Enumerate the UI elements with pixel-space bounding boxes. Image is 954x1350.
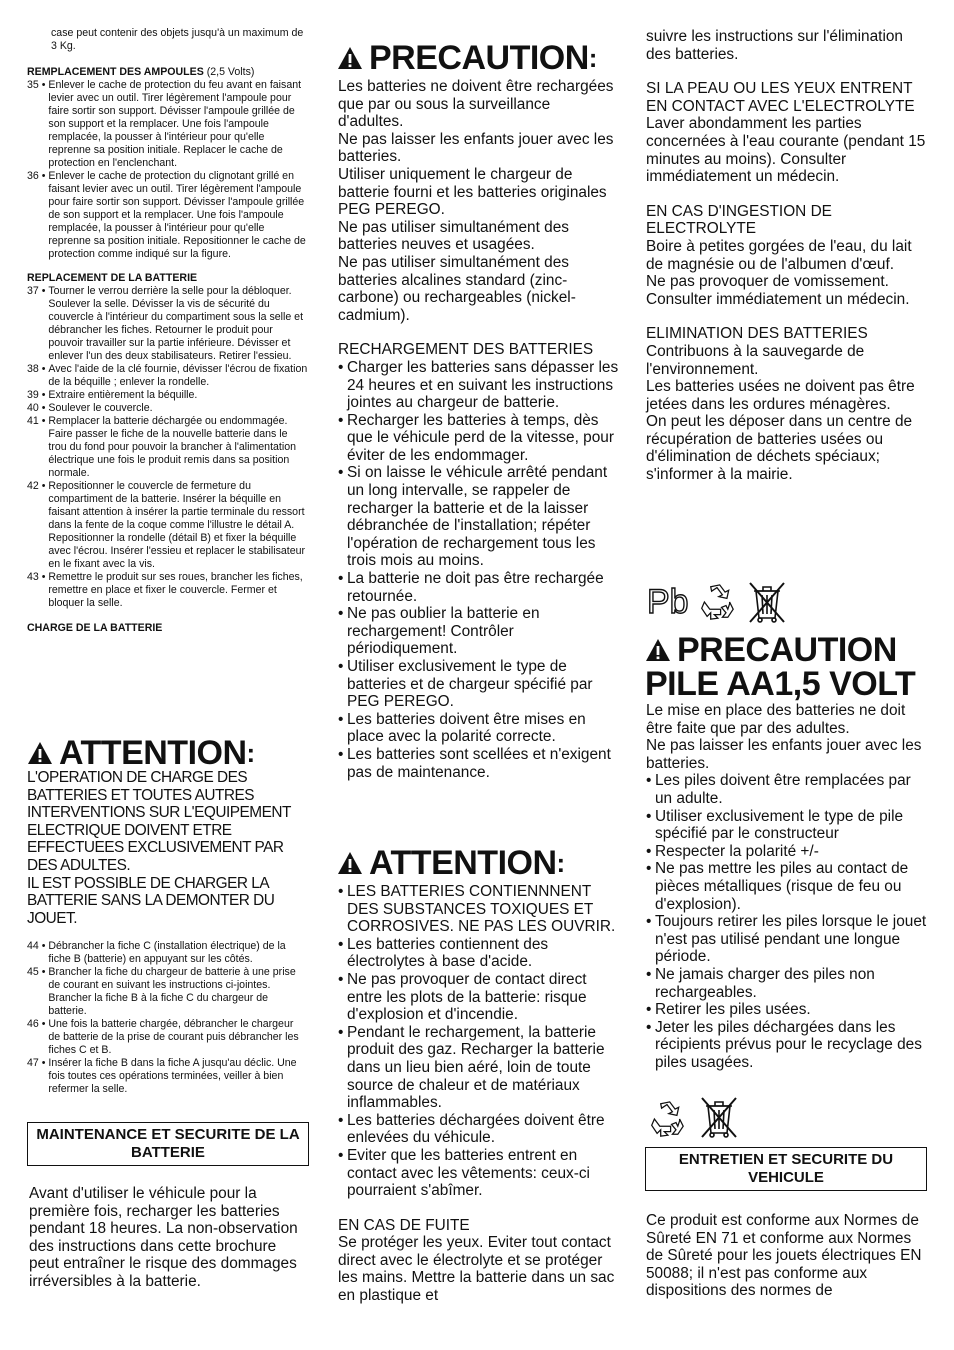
step-number: 44 • [27, 940, 46, 952]
attention-heading: ATTENTION : [27, 735, 255, 771]
attention-item: • Eviter que les batteries entrent en contact avec les vêtements: ceux-ci pourraient s'abîmer. [338, 1147, 619, 1200]
step-number: 43 • [27, 571, 46, 583]
disposal-heading: ELIMINATION DES BATTERIES [646, 325, 868, 343]
recharge-item: • Utiliser exclusivement le type de batteries et de chargeur spécifié par PEG PEREGO. [338, 658, 619, 711]
pile-item: • Retirer les piles usées. [646, 1001, 928, 1019]
bulbs-list [27, 79, 308, 261]
pile-intro-2: Ne pas laisser les enfants jouer avec les batteries. [646, 737, 922, 772]
step-number: 36 • [27, 170, 46, 182]
leak-text: Se protéger les yeux. Eviter tout contact direct avec le électrolyte et se protéger les mains. Mettre la batterie dans un sac en plastique et [338, 1234, 615, 1305]
precaution-line: Utiliser uniquement le chargeur de batterie fourni et les batteries originales PEG PEREGO. [338, 165, 607, 219]
ingestion-heading: EN CAS D'INGESTION DE ELECTROLYTE [646, 202, 832, 238]
step-text: Remplacer la batterie déchargée ou endommagée. Faire passer le fiche de la nouvelle batterie dans le trou du fond pour pouvoir la brancher à l'alimentation électrique une fois le produit remis dans sa position normale. [48, 415, 296, 479]
step-text: Avec l'aide de la clé fournie, dévisser l'écrou de fixation de la béquille ; enlever la rondelle. [48, 363, 308, 388]
recharge-item: • Recharger les batteries à temps, dès que le véhicule perd de la vitesse, pour éviter de les endommager. [338, 412, 619, 465]
battery-replace-step [27, 285, 308, 363]
maintenance-box: MAINTENANCE ET SECURITE DE LA BATTERIE [27, 1122, 309, 1166]
charge-step [27, 1057, 308, 1096]
pile-title: PILE AA1,5 VOLT [645, 665, 916, 703]
attention-item: • Les batteries contiennent des électrolytes à base d'acide. [338, 936, 619, 971]
step-text: Repositionner le couvercle de fermeture du compartiment de la batterie. Insérer la béquille en faisant attention à insérer la partie terminale du ressort dans la fente de la coque comme l'illustre le détail A. Repositionner la rondelle (détail B) et fixer la béquille avec l'écrou. Insérer l'essieu et replacer le stabilisateur en le fixant avec la vis. [48, 480, 306, 570]
step-number: 41 • [27, 415, 46, 427]
step-text: Débrancher la fiche C (installation électrique) de la fiche B (batterie) en appuyant sur les côtés. [48, 940, 286, 965]
charge-step [27, 940, 308, 966]
disposal-symbols [647, 580, 807, 626]
warning-icon [337, 851, 363, 875]
battery-replace-step [27, 363, 308, 389]
step-text: Insérer la fiche B dans la fiche A jusqu'au déclic. Une fois toutes ces opérations terminées, veiller à bien refermer la selle. [48, 1057, 297, 1095]
conformity-text: Ce produit est conforme aux Normes de Sûreté EN 71 et conforme aux Normes de Sûreté pour les jouets électriques EN 50088; il n'est pas conforme aux dispositions des normes de [646, 1212, 922, 1300]
attention-item: • Les batteries déchargées doivent être enlevées du véhicule. [338, 1112, 619, 1147]
charge-heading: CHARGE DE LA BATTERIE [27, 622, 163, 634]
precaution-line: Ne pas utiliser simultanément des batteries alcalines standard (zinc-carbone) ou rechargeables (nickel-cadmium). [338, 253, 576, 324]
charge-step [27, 1018, 308, 1057]
skin-contact-heading: SI LA PEAU OU LES YEUX ENTRENT EN CONTACT AVEC L'ELECTROLYTE [646, 80, 915, 115]
maintenance-text: Avant d'utiliser le véhicule pour la première fois, recharger les batteries pendant 18 heures. La non-observation des instructions dans cette brochure peut entraîner le risque des dommages irréversibles à la batterie. [29, 1185, 298, 1290]
precaution-line: Ne pas laisser les enfants jouer avec les batteries. [338, 130, 614, 166]
attention-text-2: IL EST POSSIBLE DE CHARGER LA BATTERIE SANS LA DEMONTER DU JOUET. [27, 874, 275, 927]
attention-item: • Pendant le rechargement, la batterie produit des gaz. Recharger la batterie dans un lieu bien aéré, loin de toute source de chaleur et de matériaux inflammables. [338, 1024, 619, 1112]
crossed-bin-icon [699, 1095, 739, 1139]
vehicle-box: ENTRETIEN ET SECURITE DU VEHICULE [645, 1147, 927, 1191]
pile-precaution-heading: PRECAUTION PILE AA1,5 VOLT [645, 632, 928, 700]
step-number: 39 • [27, 389, 46, 401]
precaution-line: Les batteries ne doivent être rechargées que par ou sous la surveillance d'adultes. [338, 78, 614, 131]
recycle-icon [649, 1101, 685, 1137]
disposal-text-1: Contribuons à la sauvegarde de l'environnement. [646, 342, 865, 378]
step-number: 35 • [27, 79, 46, 91]
recharge-item: • Charger les batteries sans dépasser les 24 heures et en suivant les instructions jointes au chargeur de batterie. [338, 359, 619, 412]
step-text: Tourner le verrou derrière la selle pour la débloquer. Soulever la selle. Dévisser la vis de sécurité du couvercle à l'intérieur du compartiment sous la selle et débrancher les fiches. Retourner le produit pour pouvoir travailler sur la partie inférieure. Dévisser et enlever l'un des deux stabilisateurs. Retirer l'essieu. [48, 285, 304, 362]
pile-item: • Les piles doivent être remplacées par un adulte. [646, 772, 928, 807]
pile-item: • Utiliser exclusivement le type de pile spécifié par le constructeur [646, 808, 928, 843]
charge-step [27, 966, 308, 1018]
warning-icon [645, 638, 671, 662]
battery-replace-step [27, 402, 308, 415]
recharge-item: • Ne pas oublier la batterie en rechargement! Contrôler périodiquement. [338, 605, 619, 658]
precaution-heading: PRECAUTION : [337, 40, 597, 76]
step-text: Enlever le cache de protection du clignotant grillé en faisant levier avec un outil. Tirer légèrement l'ampoule pour faire sortir son support. Dévisser l'ampoule grillée de son support et la remplacer. Une fois l'ampoule remplacée, la pousser à l'intérieur pour qu'elle reprenne sa position initiale. Repositionner le cache de protection comme indiqué sur la figure. [48, 170, 306, 260]
step-number: 46 • [27, 1018, 46, 1030]
leak-heading: EN CAS DE FUITE [338, 1216, 470, 1234]
pile-item: • Ne pas mettre les piles au contact de pièces métalliques (risque de feu ou d'explosion). [646, 860, 928, 913]
pile-item: • Toujours retirer les piles lorsque le jouet n'est pas utilisé pendant une longue période. [646, 913, 928, 966]
pile-item: • Jeter les piles déchargées dans les récipients prévus pour le recyclage des piles usagées. [646, 1019, 928, 1072]
lead-symbol: Pb [647, 583, 689, 621]
battery-replace-step [27, 571, 308, 610]
intro-text: case peut contenir des objets jusqu'à un maximum de 3 Kg. [51, 27, 304, 52]
recharge-list [338, 359, 619, 781]
attention-list [338, 883, 619, 1200]
battery-replace-list [27, 285, 308, 610]
step-text: Soulever le couvercle. [48, 402, 153, 414]
pile-intro-1: Le mise en place des batteries ne doit être faite que par des adultes. [646, 702, 906, 737]
attention-heading-2: ATTENTION : [337, 845, 565, 881]
step-text: Enlever le cache de protection du feu avant en faisant levier avec un outil. Tirer légèrement l'ampoule pour faire sortir son support. Dévisser l'ampoule grillée de son support et la remplacer. Une fois l'ampoule remplacée, la pousser à l'intérieur pour qu'elle reprenne sa position initiale. Replacer le cache de protection en l'enclenchant. [48, 79, 302, 169]
step-text: Une fois la batterie chargée, débrancher le chargeur de batterie de la prise de courant puis débrancher les fiches C et B. [48, 1018, 299, 1056]
bulbs-heading: REMPLACEMENT DES AMPOULES (2,5 Volts) [27, 66, 255, 78]
bulb-step [27, 79, 308, 170]
bulb-step [27, 170, 308, 261]
ingestion-text-1: Boire à petites gorgées de l'eau, du lait de magnésie ou de l'albumen d'œuf. [646, 237, 912, 273]
continued-text: suivre les instructions sur l'élimination des batteries. [646, 28, 903, 63]
attention-text-1: L'OPERATION DE CHARGE DES BATTERIES ET TOUTES AUTRES INTERVENTIONS SUR L'EQUIPEMENT ELECTRIQUE DOIVENT ETRE EFFECTUEES EXCLUSIVEMENT PAR DES ADULTES. [27, 769, 291, 874]
warning-icon [27, 741, 53, 765]
disposal-text-2: Les batteries usées ne doivent pas être jetées dans les ordures ménagères. [646, 378, 915, 413]
battery-replace-step [27, 415, 308, 480]
recycle-icon [699, 584, 735, 620]
ingestion-text-2: Ne pas provoquer de vomissement. Consulter immédiatement un médecin. [646, 273, 910, 308]
battery-replace-heading: REPLACEMENT DE LA BATTERIE [27, 272, 198, 284]
step-text: Brancher la fiche du chargeur de batterie à une prise de courant en suivant les instructions ci-jointes. Brancher la fiche B à la fiche C du chargeur de batterie. [48, 966, 296, 1017]
battery-replace-step [27, 389, 308, 402]
precaution-text [338, 78, 619, 324]
recharge-item: • La batterie ne doit pas être rechargée retournée. [338, 570, 619, 605]
recharge-heading: RECHARGEMENT DES BATTERIES [338, 341, 594, 359]
step-number: 45 • [27, 966, 46, 978]
pile-list [646, 772, 928, 1071]
step-number: 38 • [27, 363, 46, 375]
recharge-item: • Les batteries sont scellées et n'exigent pas de maintenance. [338, 746, 619, 781]
step-number: 42 • [27, 480, 46, 492]
skin-contact-text: Laver abondamment les parties concernées à l'eau courante (pendant 15 minutes au moins). Consulter immédiatement un médecin. [646, 115, 926, 186]
crossed-bin-icon [747, 580, 787, 624]
pile-item: • Respecter la polarité +/- [646, 843, 928, 861]
recharge-item: • Les batteries doivent être mises en place avec la polarité correcte. [338, 711, 619, 746]
precaution-line: Ne pas utiliser simultanément des batteries neuves et usagées. [338, 218, 569, 254]
pile-item: • Ne jamais charger des piles non rechargeables. [646, 966, 928, 1001]
step-number: 47 • [27, 1057, 46, 1069]
step-text: Remettre le produit sur ses roues, brancher les fiches, remettre en place et fixer le couvercle. Fermer et bloquer la selle. [48, 571, 303, 609]
disposal-text-3: On peut les déposer dans un centre de récupération de batteries usées ou d'élimination de déchets spéciaux; s'informer à la mairie. [646, 413, 913, 484]
attention-item: • Ne pas provoquer de contact direct entre les plots de la batterie: risque d'explosion et d'incendie. [338, 971, 619, 1024]
step-number: 37 • [27, 285, 46, 297]
recharge-item: • Si on laisse le véhicule arrêté pendant un long intervalle, se rappeler de recharger la batterie et de la laisser débranchée de l'installation; répéter l'opération de rechargement tous les trois mois au moins. [338, 464, 619, 570]
attention-item: • LES BATTERIES CONTIENNNENT DES SUBSTANCES TOXIQUES ET CORROSIVES. NE PAS LES OUVRIR. [338, 883, 619, 936]
step-text: Extraire entièrement la béquille. [48, 389, 198, 401]
step-number: 40 • [27, 402, 46, 414]
battery-disposal-symbols [647, 1095, 747, 1141]
battery-replace-step [27, 480, 308, 571]
charge-steps-list [27, 940, 308, 1096]
warning-icon [337, 46, 363, 70]
